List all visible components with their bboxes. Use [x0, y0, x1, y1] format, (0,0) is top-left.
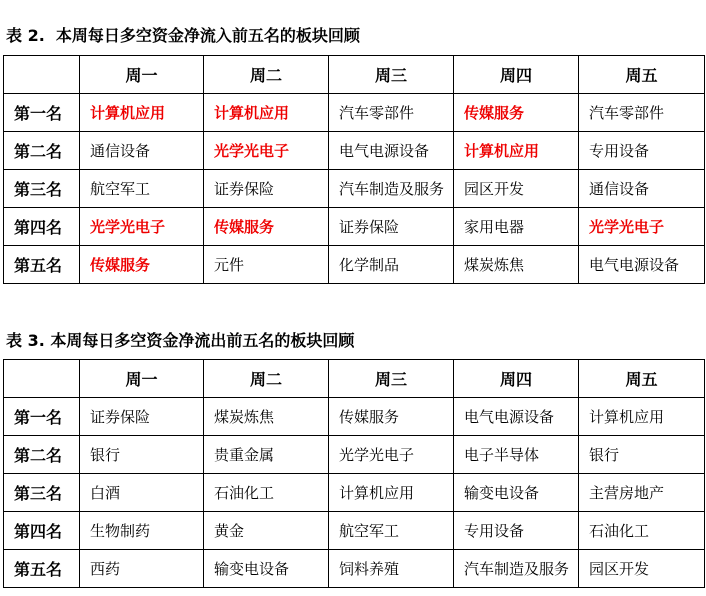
rank-label: 第四名 [4, 512, 80, 550]
rank-row-5 [4, 550, 705, 588]
sector-cell: 生物制药 [80, 512, 204, 550]
sector-cell: 计算机应用 [454, 132, 579, 170]
rank-row-4 [4, 512, 705, 550]
header-friday: 周五 [579, 56, 705, 94]
sector-cell: 证券保险 [204, 170, 329, 208]
sector-cell: 主营房地产 [579, 474, 705, 512]
sector-cell: 计算机应用 [204, 94, 329, 132]
sector-cell: 计算机应用 [80, 94, 204, 132]
sector-cell: 家用电器 [454, 208, 579, 246]
sector-cell: 传媒服务 [329, 398, 454, 436]
sector-cell: 煤炭炼焦 [204, 398, 329, 436]
header-friday: 周五 [579, 360, 705, 398]
sector-cell: 元件 [204, 246, 329, 284]
sector-cell: 白酒 [80, 474, 204, 512]
sector-cell: 银行 [80, 436, 204, 474]
header-tuesday: 周二 [204, 56, 329, 94]
header-monday: 周一 [80, 360, 204, 398]
rank-label: 第一名 [4, 398, 80, 436]
sector-cell: 计算机应用 [329, 474, 454, 512]
rank-label: 第三名 [4, 474, 80, 512]
header-row [4, 56, 705, 94]
sector-cell: 煤炭炼焦 [454, 246, 579, 284]
sector-cell: 证券保险 [329, 208, 454, 246]
sector-cell: 汽车制造及服务 [329, 170, 454, 208]
sector-cell: 航空军工 [80, 170, 204, 208]
corner-cell [4, 360, 80, 398]
sector-cell: 输变电设备 [204, 550, 329, 588]
sector-cell: 电气电源设备 [579, 246, 705, 284]
rank-label: 第二名 [4, 132, 80, 170]
rank-label: 第二名 [4, 436, 80, 474]
sector-cell: 传媒服务 [454, 94, 579, 132]
outflow-table-caption: 表 3. 本周每日多空资金净流出前五名的板块回顾 [6, 331, 355, 350]
rank-row-1 [4, 94, 705, 132]
rank-label: 第一名 [4, 94, 80, 132]
corner-cell [4, 56, 80, 94]
rank-label: 第三名 [4, 170, 80, 208]
rank-row-2 [4, 132, 705, 170]
sector-cell: 光学光电子 [579, 208, 705, 246]
header-wednesday: 周三 [329, 360, 454, 398]
sector-cell: 航空军工 [329, 512, 454, 550]
sector-cell: 汽车制造及服务 [454, 550, 579, 588]
sector-cell: 饲料养殖 [329, 550, 454, 588]
sector-cell: 光学光电子 [204, 132, 329, 170]
sector-cell: 汽车零部件 [329, 94, 454, 132]
rank-row-2 [4, 436, 705, 474]
sector-cell: 通信设备 [80, 132, 204, 170]
header-wednesday: 周三 [329, 56, 454, 94]
inflow-table [3, 55, 705, 284]
sector-cell: 贵重金属 [204, 436, 329, 474]
sector-cell: 银行 [579, 436, 705, 474]
sector-cell: 证券保险 [80, 398, 204, 436]
sector-cell: 电气电源设备 [454, 398, 579, 436]
inflow-table-caption: 表 2. 本周每日多空资金净流入前五名的板块回顾 [6, 26, 360, 45]
sector-cell: 石油化工 [204, 474, 329, 512]
sector-cell: 专用设备 [454, 512, 579, 550]
rank-row-3 [4, 170, 705, 208]
rank-row-3 [4, 474, 705, 512]
sector-cell: 专用设备 [579, 132, 705, 170]
rank-label: 第四名 [4, 208, 80, 246]
rank-row-5 [4, 246, 705, 284]
sector-cell: 光学光电子 [80, 208, 204, 246]
header-tuesday: 周二 [204, 360, 329, 398]
sector-cell: 电子半导体 [454, 436, 579, 474]
rank-row-1 [4, 398, 705, 436]
sector-cell: 化学制品 [329, 246, 454, 284]
sector-cell: 电气电源设备 [329, 132, 454, 170]
header-thursday: 周四 [454, 360, 579, 398]
sector-cell: 石油化工 [579, 512, 705, 550]
sector-cell: 输变电设备 [454, 474, 579, 512]
sector-cell: 计算机应用 [579, 398, 705, 436]
sector-cell: 汽车零部件 [579, 94, 705, 132]
header-thursday: 周四 [454, 56, 579, 94]
sector-cell: 园区开发 [579, 550, 705, 588]
sector-cell: 光学光电子 [329, 436, 454, 474]
sector-cell: 园区开发 [454, 170, 579, 208]
rank-row-4 [4, 208, 705, 246]
sector-cell: 传媒服务 [80, 246, 204, 284]
header-monday: 周一 [80, 56, 204, 94]
sector-cell: 通信设备 [579, 170, 705, 208]
sector-cell: 传媒服务 [204, 208, 329, 246]
rank-label: 第五名 [4, 246, 80, 284]
sector-cell: 西药 [80, 550, 204, 588]
sector-cell: 黄金 [204, 512, 329, 550]
outflow-table [3, 359, 705, 588]
rank-label: 第五名 [4, 550, 80, 588]
header-row [4, 360, 705, 398]
